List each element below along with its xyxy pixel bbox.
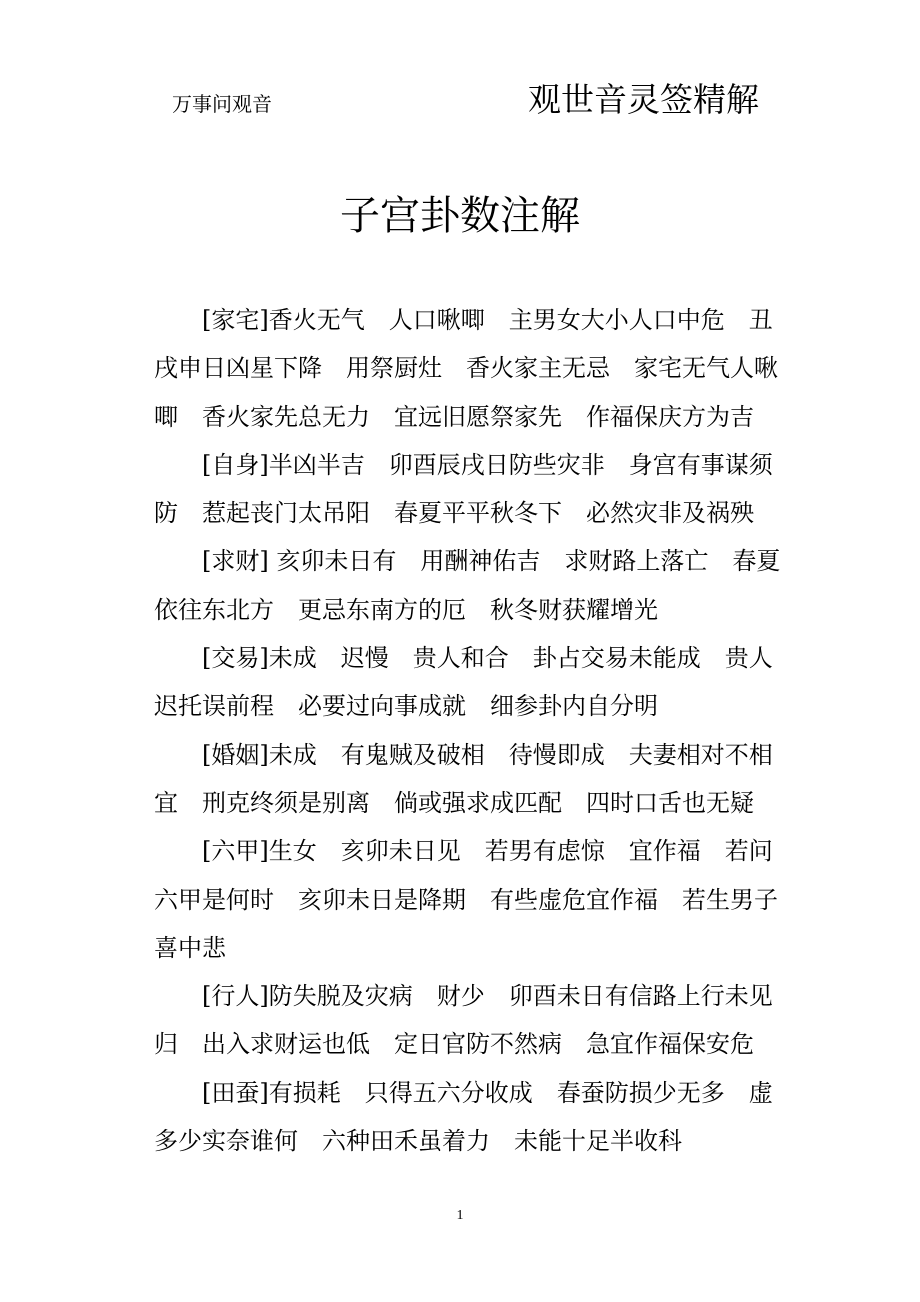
body-line: [婚姻]未成 有鬼贼及破相 待慢即成 夫妻相对不相 [154, 740, 773, 769]
body-line: 归 出入求财运也低 定日官防不然病 急宜作福保安危 [154, 1030, 754, 1059]
body-line: 多少实奈谁何 六种田禾虽着力 未能十足半收科 [154, 1127, 682, 1156]
body-line: 喜中悲 [154, 933, 226, 962]
body-line: 防 惹起丧门太吊阳 春夏平平秋冬下 必然灾非及祸殃 [154, 499, 754, 528]
body-line: 戌申日凶星下降 用祭厨灶 香火家主无忌 家宅无气人啾 [154, 354, 778, 383]
body-line: [交易]未成 迟慢 贵人和合 卦占交易未能成 贵人 [154, 644, 773, 673]
body-line: 依往东北方 更忌东南方的厄 秋冬财获耀增光 [154, 595, 658, 624]
body-line: 宜 刑克终须是别离 倘或强求成匹配 四时口舌也无疑 [154, 788, 754, 817]
page-number: 1 [456, 1208, 464, 1223]
body-line: 迟托误前程 必要过向事成就 细参卦内自分明 [154, 692, 658, 721]
header-right-title: 观世音灵签精解 [528, 80, 759, 119]
body-line: [求财] 亥卯未日有 用酬神佑吉 求财路上落亡 春夏 [154, 547, 781, 576]
header-left-text: 万事问观音 [172, 92, 272, 116]
body-line: [六甲]生女 亥卯未日见 若男有虑惊 宜作福 若问 [154, 837, 773, 866]
body-line: [行人]防失脱及灾病 财少 卯酉未日有信路上行未见 [154, 982, 773, 1011]
body-line: 唧 香火家先总无力 宜远旧愿祭家先 作福保庆方为吉 [154, 402, 754, 431]
page-title: 子宫卦数注解 [340, 193, 580, 239]
body-line: [田蚕]有损耗 只得五六分收成 春蚕防损少无多 虚 [154, 1078, 773, 1107]
body-line: 六甲是何时 亥卯未日是降期 有些虚危宜作福 若生男子 [154, 885, 778, 914]
body-line: [家宅]香火无气 人口啾唧 主男女大小人口中危 丑 [154, 306, 773, 334]
document-body [154, 296, 814, 1165]
body-line: [自身]半凶半吉 卯酉辰戌日防些灾非 身宫有事谋须 [154, 450, 773, 479]
